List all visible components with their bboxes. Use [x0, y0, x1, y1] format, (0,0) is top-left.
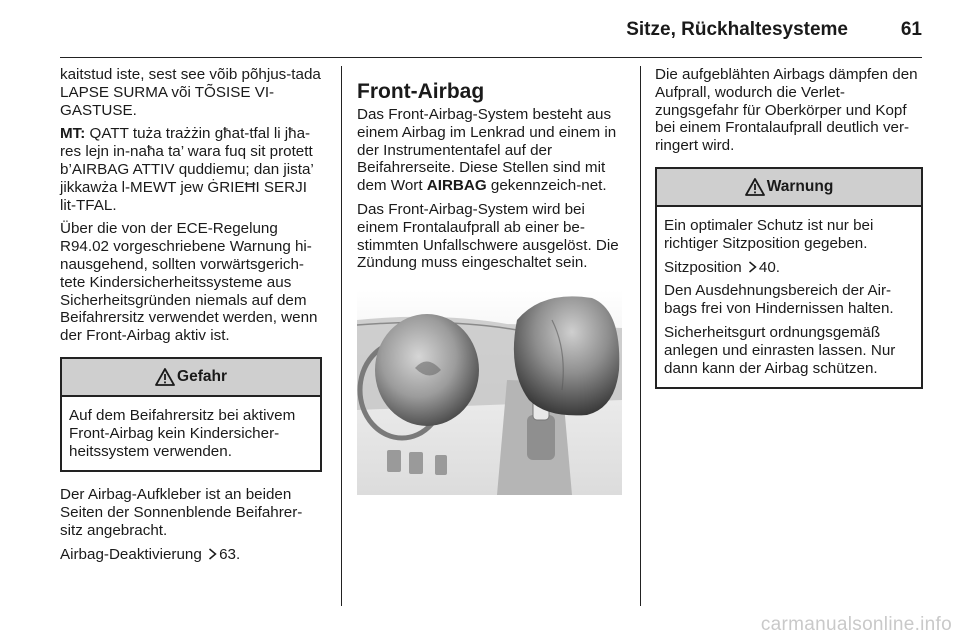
warnung-text: Sicherheitsgurt ordnungsgemäß anlegen und einrasten lassen. Nur dann kann der Airbag schützen. — [664, 323, 896, 377]
paragraph-text: Das Front-Airbag-System besteht aus einem Airbag im Lenkrad und einem in der Instrumententafel auf der Beifahrerseite. Diese Stellen sind mit dem Wort — [357, 106, 617, 195]
watermark: carmanualsonline.info — [760, 614, 952, 635]
warnung-box-header — [657, 169, 921, 207]
warnung-box — [655, 167, 923, 389]
page-title: Sitze, Rückhaltesysteme — [626, 19, 848, 40]
paragraph: Der Airbag-Aufkleber ist an beiden Seiten der Sonnenblende Beifahrer-sitz angebracht. — [60, 486, 303, 539]
column-divider — [341, 66, 342, 606]
paragraph-text: gekennzeich-net. — [486, 177, 607, 195]
gefahr-text: Auf dem Beifahrersitz bei aktivem Front-Airbag kein Kindersicher-heitssystem verwenden. — [69, 406, 296, 460]
page-reference-arrow-icon — [208, 548, 217, 560]
warnung-text: Den Ausdehnungsbereich der Air-bags frei von Hindernissen halten. — [664, 282, 894, 318]
page-header — [0, 0, 960, 62]
reference-page: 40. — [758, 258, 781, 276]
gefahr-box-header — [62, 359, 320, 397]
page-number: 61 — [900, 19, 922, 40]
warnung-box-title: Warnung — [766, 178, 834, 196]
language-label: MT: — [60, 125, 86, 143]
warning-triangle-icon — [155, 368, 175, 386]
paragraph — [60, 125, 322, 214]
paragraph: Die aufgeblähten Airbags dämpfen den Aufprall, wodurch die Verlet-zungsgefahr für Oberkörper und Kopf bei einem Frontalaufprall deutlich ver-ringert wird. — [655, 66, 918, 155]
gefahr-box-title: Gefahr — [177, 368, 227, 386]
warning-triangle-icon — [745, 178, 765, 196]
column-divider — [640, 66, 641, 606]
paragraph: Das Front-Airbag-System wird bei einem Frontalaufprall ab einer be-stimmten Unfallschwere ausgelöst. Die Zündung muss eingeschaltet sein. — [357, 200, 619, 272]
reference-text: Sitzposition — [664, 258, 742, 276]
cross-reference[interactable] — [664, 259, 914, 277]
column-middle — [357, 66, 622, 500]
warnung-text: Ein optimaler Schutz ist nur bei richtiger Sitzposition gegeben. — [664, 216, 874, 252]
paragraph — [357, 106, 622, 195]
paragraph: Über die von der ECE-Regelung R94.02 vorgeschriebene Warnung hi-nausgehend, sollten vorwärtsgerich-tete Kindersicherheitssysteme aus Sicherheitsgründen niemals auf dem Beifahrersitz verwendet werden, wenn der Front-Airbag aktiv ist. — [60, 220, 318, 345]
warnung-box-body — [657, 207, 921, 387]
paragraph-text: QATT tuża trażżin għat-tfal li jħa-res lejn in-naħa ta’ wara fuq sit protett b’AIRBAG ATTIV quddiemu; dan jista’ jikkawża l-MEWT jew ĠRIEĦI SERJI lit-TFAL. — [60, 125, 314, 214]
gefahr-box-body — [62, 397, 320, 470]
front-airbag-illustration — [357, 290, 622, 495]
section-heading: Front-Airbag — [357, 80, 485, 103]
airbag-term: AIRBAG — [426, 177, 487, 195]
paragraph: kaitstud iste, sest see võib põhjus-tada LAPSE SURMA või TÕSISE VI-GASTUSE. — [60, 66, 321, 119]
page-reference-arrow-icon — [748, 261, 757, 273]
reference-text: Airbag-Deaktivierung — [60, 545, 202, 563]
column-left — [60, 66, 322, 570]
gefahr-box — [60, 357, 322, 472]
column-right — [655, 66, 923, 403]
cross-reference[interactable] — [60, 546, 322, 564]
header-divider — [60, 57, 922, 58]
reference-page: 63. — [219, 545, 241, 563]
